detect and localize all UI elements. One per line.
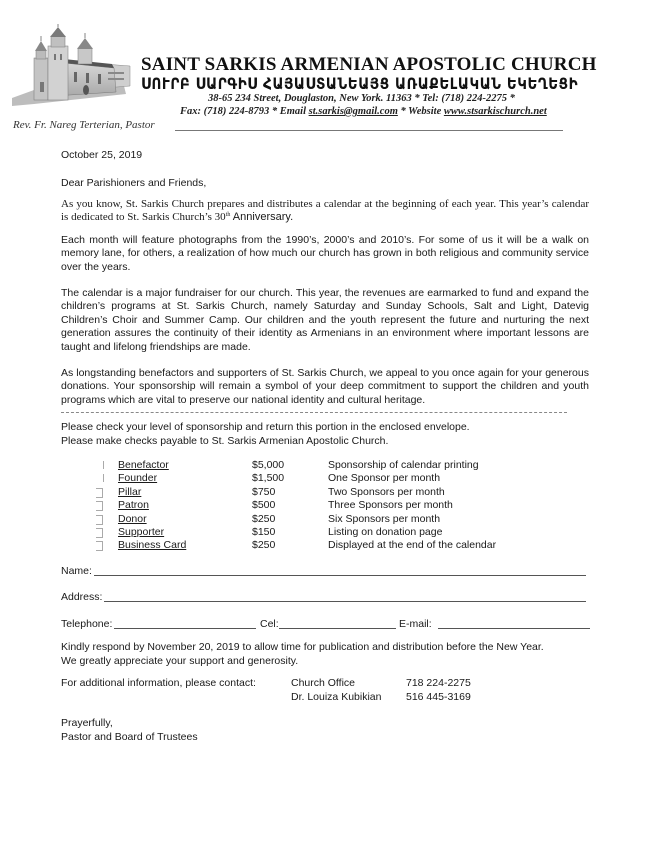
tier-amount: $250 bbox=[252, 512, 276, 525]
tier-amount: $5,000 bbox=[252, 459, 285, 471]
cel-field[interactable] bbox=[279, 628, 396, 629]
signoff: Prayerfully, bbox=[61, 717, 113, 729]
church-address: 38-65 234 Street, Douglaston, New York. 11363 * Tel: (718) 224-2275 * bbox=[208, 93, 515, 104]
checkbox-patron[interactable] bbox=[96, 501, 103, 511]
telephone-field[interactable] bbox=[114, 628, 256, 629]
tier-description: One Sponsor per month bbox=[328, 472, 441, 485]
tier-row-donor bbox=[96, 513, 516, 526]
tier-amount: $150 bbox=[252, 526, 276, 538]
letter-salutation: Dear Parishioners and Friends, bbox=[61, 177, 207, 189]
pastor-name: Rev. Fr. Nareg Terterian, Pastor bbox=[13, 119, 155, 131]
appreciation-text: We greatly appreciate your support and generosity. bbox=[61, 655, 299, 667]
contact-label: For additional information, please contact: bbox=[61, 677, 256, 689]
checkbox-founder[interactable] bbox=[103, 474, 104, 482]
form-instruction-2: Please make checks payable to St. Sarkis Armenian Apostolic Church. bbox=[61, 435, 389, 447]
signature: Pastor and Board of Trustees bbox=[61, 731, 198, 743]
telephone-label: Telephone: bbox=[61, 618, 113, 630]
paragraph-1-text: As you know, St. Sarkis Church prepares and distributes a calendar at the beginning of each year. This year’s calendar is dedicated to St. Sarkis Church’s 30 bbox=[61, 198, 589, 224]
tier-name[interactable]: Supporter bbox=[118, 526, 165, 538]
tier-row-supporter bbox=[96, 526, 516, 539]
church-building-image bbox=[4, 24, 132, 110]
tier-row-founder bbox=[96, 472, 516, 485]
paragraph-3: The calendar is a major fundraiser for our church. This year, the revenues are earmarked to fund and expand the children’s programs at St. Sarkis Church, namely Saturday and Sunday Schools, Salt and Light, Datevig Children’s Choir and Summer Camp. Our children and the youth represent the future and nurturing the next generation assures the continuity of their identity as Armenians in an environment where important lessons are taught and lifelong friendships are made. bbox=[61, 287, 589, 353]
tier-row-business-card bbox=[96, 539, 516, 552]
cut-line-separator bbox=[61, 412, 567, 413]
respond-by-text: Kindly respond by November 20, 2019 to allow time for publication and distribution before the New Year. bbox=[61, 641, 544, 653]
church-name-english: SAINT SARKIS ARMENIAN APOSTOLIC CHURCH bbox=[141, 54, 597, 75]
tier-amount: $1,500 bbox=[252, 472, 285, 485]
tier-description: Displayed at the end of the calendar bbox=[328, 539, 497, 552]
name-field[interactable] bbox=[94, 575, 586, 576]
tier-row-patron bbox=[96, 499, 516, 512]
tier-name[interactable]: Donor bbox=[118, 512, 147, 525]
checkbox-donor[interactable] bbox=[96, 515, 103, 525]
checkbox-supporter[interactable] bbox=[96, 528, 103, 538]
tier-amount: $750 bbox=[252, 485, 276, 498]
checkbox-business-card[interactable] bbox=[96, 541, 103, 551]
tier-description: Sponsorship of calendar printing bbox=[328, 459, 479, 471]
tier-name[interactable]: Founder bbox=[118, 472, 158, 485]
contact-name: Church Office bbox=[291, 677, 355, 689]
contact-phone: 718 224-2275 bbox=[406, 677, 471, 689]
address-field[interactable] bbox=[104, 601, 586, 602]
website-label: * Website bbox=[397, 106, 444, 117]
letter-date: October 25, 2019 bbox=[61, 149, 143, 161]
contact-name: Dr. Louiza Kubikian bbox=[291, 691, 382, 703]
email-link[interactable]: st.sarkis@gmail.com bbox=[308, 106, 398, 117]
church-building-icon bbox=[4, 24, 132, 110]
paragraph-4: As longstanding benefactors and supporters of St. Sarkis Church, we appeal to you once again for your generous donations. Your sponsorship will remain a symbol of your deep commitment to support the children and youth programs which are vital to preserve our national identity and cultural heritage. bbox=[61, 367, 589, 406]
tier-name[interactable]: Benefactor bbox=[118, 459, 169, 471]
paragraph-2: Each month will feature photographs from the 1990’s, 2000’s and 2010’s. For some of us it will be a walk on memory lane, for others, a realization of how much our church has grown in both religious and community service over the years. bbox=[61, 234, 589, 273]
email-field[interactable] bbox=[438, 628, 590, 629]
checkbox-pillar[interactable] bbox=[96, 488, 103, 498]
name-label: Name: bbox=[61, 565, 92, 577]
ordinal-suffix: th bbox=[225, 212, 231, 219]
checkbox-benefactor[interactable] bbox=[103, 461, 104, 469]
website-link[interactable]: www.stsarkischurch.net bbox=[443, 106, 547, 117]
tier-description: Six Sponsors per month bbox=[328, 512, 441, 525]
tier-name[interactable]: Patron bbox=[118, 499, 149, 512]
contact-phone: 516 445-3169 bbox=[406, 691, 471, 703]
church-contact-line bbox=[180, 106, 547, 117]
cel-label: Cel: bbox=[260, 618, 279, 630]
tier-name[interactable]: Pillar bbox=[118, 485, 142, 498]
tier-description: Two Sponsors per month bbox=[328, 485, 445, 498]
church-name-armenian: ՍՈՒՐԲ ՍԱՐԳԻՍ ՀԱՅԱՍՏԱՆԵԱՅՑ ԱՌԱՔԵԼԱԿԱՆ ԵԿԵՂԵՑԻ bbox=[141, 75, 579, 94]
paragraph-1 bbox=[61, 198, 589, 225]
tier-name[interactable]: Business Card bbox=[118, 539, 187, 552]
tier-amount: $500 bbox=[252, 499, 276, 512]
paragraph-1-end: Anniversary. bbox=[230, 211, 294, 224]
form-instruction-1: Please check your level of sponsorship and return this portion in the enclosed envelope. bbox=[61, 421, 470, 433]
email-label: E-mail: bbox=[399, 618, 432, 630]
letterhead-rule bbox=[175, 130, 563, 131]
tier-amount: $250 bbox=[252, 539, 276, 552]
fax-label: Fax: (718) 224-8793 * Email bbox=[180, 106, 309, 117]
tier-row-pillar bbox=[96, 486, 516, 499]
tier-description: Listing on donation page bbox=[328, 526, 443, 538]
tier-description: Three Sponsors per month bbox=[328, 499, 453, 512]
address-label: Address: bbox=[61, 591, 103, 603]
tier-row-benefactor bbox=[96, 459, 516, 472]
